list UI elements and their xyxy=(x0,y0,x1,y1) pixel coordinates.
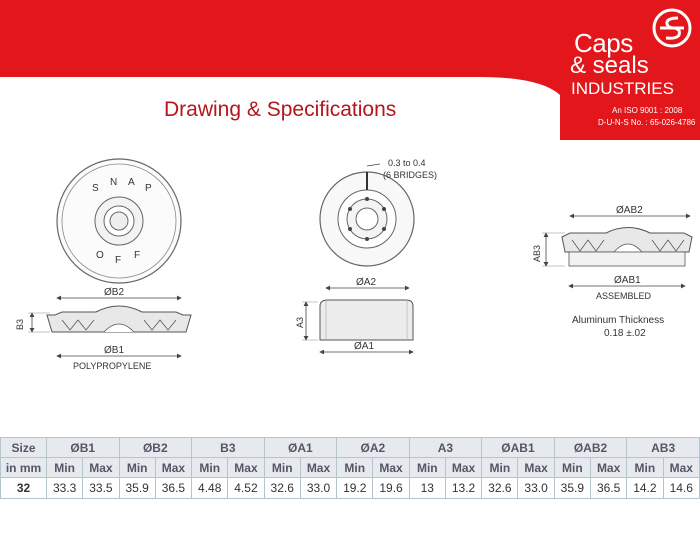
table-cell: 32.6 xyxy=(264,478,300,499)
table-cell: 19.2 xyxy=(337,478,373,499)
dim-ab2-label: ØAB2 xyxy=(616,205,643,216)
specifications-table xyxy=(0,437,700,499)
group-header: ØA1 xyxy=(264,438,337,458)
group-header: ØAB2 xyxy=(554,438,627,458)
logo-mark-icon xyxy=(650,6,694,50)
snap-letter: N xyxy=(110,177,118,188)
assembled-label: ASSEMBLED xyxy=(596,291,652,301)
max-header: Max xyxy=(663,458,699,478)
seal-cross-section xyxy=(15,287,191,371)
min-header: Min xyxy=(264,458,300,478)
off-letter: O xyxy=(96,250,104,261)
off-letter: F xyxy=(134,250,141,261)
dim-b1-label: ØB1 xyxy=(104,345,125,356)
table-cell: 33.3 xyxy=(47,478,83,499)
table-cell: 33.0 xyxy=(518,478,554,499)
max-header: Max xyxy=(83,458,119,478)
group-header: ØA2 xyxy=(337,438,410,458)
cap-top-view xyxy=(320,158,437,266)
max-header: Max xyxy=(155,458,191,478)
table-cell: 19.6 xyxy=(373,478,409,499)
min-header: Min xyxy=(47,458,83,478)
max-header: Max xyxy=(590,458,626,478)
max-header: Max xyxy=(300,458,336,478)
group-header: ØB1 xyxy=(47,438,120,458)
min-header: Min xyxy=(627,458,663,478)
dim-b3-label: B3 xyxy=(15,318,25,330)
unit-header: in mm xyxy=(1,458,47,478)
table-cell: 4.48 xyxy=(192,478,228,499)
table-row xyxy=(1,478,700,499)
seal-top-view xyxy=(57,159,181,283)
polypropylene-label: POLYPROPYLENE xyxy=(73,361,152,371)
snap-letter: S xyxy=(92,183,99,194)
logo-caps-text: Caps xyxy=(574,28,633,58)
min-header: Min xyxy=(337,458,373,478)
dim-a2-label: ØA2 xyxy=(356,277,377,288)
min-header: Min xyxy=(554,458,590,478)
max-header: Max xyxy=(228,458,264,478)
technical-drawing xyxy=(0,140,700,400)
assembled-view xyxy=(532,205,692,339)
iso-certification: An ISO 9001 : 2008 xyxy=(612,106,683,115)
table-cell: 13.2 xyxy=(445,478,481,499)
duns-number: D-U-N-S No. : 65-026-4786 xyxy=(598,118,696,127)
size-cell: 32 xyxy=(1,478,47,499)
max-header: Max xyxy=(373,458,409,478)
table-cell: 35.9 xyxy=(554,478,590,499)
table-cell: 32.6 xyxy=(482,478,518,499)
dim-a3-label: A3 xyxy=(295,316,305,328)
group-header: B3 xyxy=(192,438,265,458)
size-header: Size xyxy=(1,438,47,458)
table-cell: 14.6 xyxy=(663,478,699,499)
bridges-dimension: 0.3 to 0.4 xyxy=(388,158,426,168)
table-cell: 33.5 xyxy=(83,478,119,499)
group-header: A3 xyxy=(409,438,482,458)
aluminum-thickness-value: 0.18 ±.02 xyxy=(604,328,646,339)
table-cell: 35.9 xyxy=(119,478,155,499)
dim-b2-label: ØB2 xyxy=(104,287,125,298)
table-cell: 36.5 xyxy=(590,478,626,499)
off-letter: F xyxy=(115,255,122,266)
table-cell: 13 xyxy=(409,478,445,499)
dim-ab3-label: AB3 xyxy=(532,244,542,262)
dim-a1-label: ØA1 xyxy=(354,341,375,352)
max-header: Max xyxy=(518,458,554,478)
max-header: Max xyxy=(445,458,481,478)
table-cell: 33.0 xyxy=(300,478,336,499)
group-header: ØAB1 xyxy=(482,438,555,458)
min-header: Min xyxy=(119,458,155,478)
aluminum-thickness-label: Aluminum Thickness xyxy=(572,315,665,326)
snap-letter: A xyxy=(128,177,135,188)
logo-industries-text: INDUSTRIES xyxy=(571,79,674,98)
table-cell: 36.5 xyxy=(155,478,191,499)
min-header: Min xyxy=(192,458,228,478)
page-title: Drawing & Specifications xyxy=(164,98,397,121)
table-subheader-row xyxy=(1,458,700,478)
snap-letter: P xyxy=(145,183,152,194)
bridges-count: (6 BRIDGES) xyxy=(383,170,438,180)
min-header: Min xyxy=(482,458,518,478)
group-header: ØB2 xyxy=(119,438,192,458)
table-cell: 4.52 xyxy=(228,478,264,499)
dim-ab1-label: ØAB1 xyxy=(614,275,641,286)
table-cell: 14.2 xyxy=(627,478,663,499)
group-header: AB3 xyxy=(627,438,700,458)
min-header: Min xyxy=(409,458,445,478)
cap-side-view xyxy=(295,277,413,352)
table-header-row xyxy=(1,438,700,458)
logo-seals-text: & seals xyxy=(570,52,649,79)
